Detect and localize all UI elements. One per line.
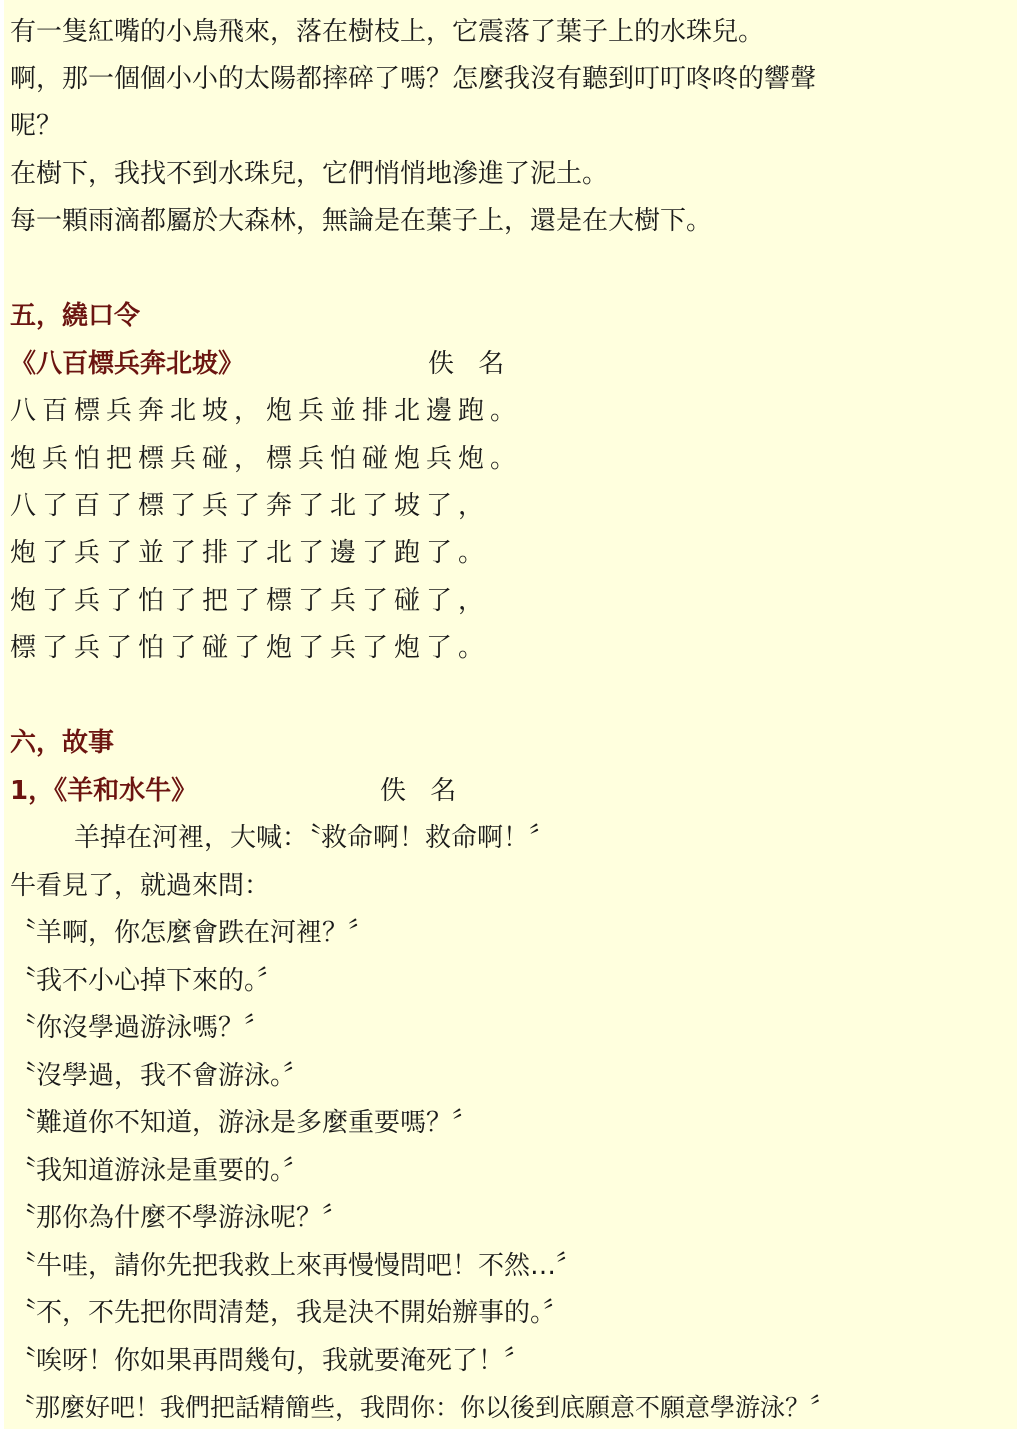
- story-line: 〝我知道游泳是重要的。〞: [10, 1156, 310, 1186]
- verse-line: 八了百了標了兵了奔了北了坡了，: [10, 491, 491, 521]
- document-page: [4, 0, 1017, 1429]
- story-line: 〝我不小心掉下來的。〞: [10, 966, 284, 996]
- story-line: 〝你沒學過游泳嗎？〞: [10, 1013, 271, 1043]
- story-line: 〝不，不先把你問清楚，我是決不開始辦事的。〞: [10, 1298, 570, 1328]
- verse-line: 標了兵了怕了碰了炮了兵了炮了。: [10, 633, 491, 663]
- verse-line: 炮了兵了怕了把了標了兵了碰了，: [10, 586, 491, 616]
- poem-line: 每一顆雨滴都屬於大森林，無論是在葉子上，還是在大樹下。: [10, 206, 713, 236]
- story-line: 〝沒學過，我不會游泳。〞: [10, 1061, 310, 1091]
- poem-line: 有一隻紅嘴的小鳥飛來，落在樹枝上，它震落了葉子上的水珠兒。: [10, 17, 765, 47]
- poem-line: 在樹下，我找不到水珠兒，它們悄悄地滲進了泥土。: [10, 159, 609, 189]
- work-author: 佚 名: [380, 776, 465, 806]
- poem-line: 啊，那一個個小小的太陽都摔碎了嗎？怎麼我沒有聽到叮叮咚咚的響聲: [10, 64, 817, 94]
- work-title-story: 1，《羊和水牛》: [10, 776, 198, 806]
- story-line: 〝牛哇，請你先把我救上來再慢慢問吧！不然…〞: [10, 1251, 583, 1281]
- story-line: 羊掉在河裡，大喊：〝救命啊！救命啊！〞: [74, 823, 556, 853]
- work-title-tongue-twister: 《八百標兵奔北坡》: [10, 349, 245, 379]
- story-line: 牛看見了，就過來問：: [10, 871, 271, 901]
- story-line: 〝羊啊，你怎麼會跌在河裡？〞: [10, 918, 375, 948]
- story-line: 〝那你為什麼不學游泳呢？〞: [10, 1203, 349, 1233]
- section-heading-tongue-twister: 五，繞口令: [10, 301, 141, 331]
- story-line: 〝那麼好吧！我們把話精簡些，我問你：你以後到底願意不願意學游泳？〞: [10, 1393, 836, 1422]
- story-line: 〝難道你不知道，游泳是多麼重要嗎？〞: [10, 1108, 479, 1138]
- section-heading-story: 六，故事: [10, 728, 115, 758]
- verse-line: 炮了兵了並了排了北了邊了跑了。: [10, 538, 491, 568]
- story-line: 〝唉呀！你如果再問幾句，我就要淹死了！〞: [10, 1346, 531, 1376]
- work-author: 佚 名: [428, 349, 513, 379]
- verse-line: 八百標兵奔北坡，炮兵並排北邊跑。: [10, 396, 523, 426]
- poem-line: 呢？: [10, 111, 63, 141]
- verse-line: 炮兵怕把標兵碰，標兵怕碰炮兵炮。: [10, 444, 523, 474]
